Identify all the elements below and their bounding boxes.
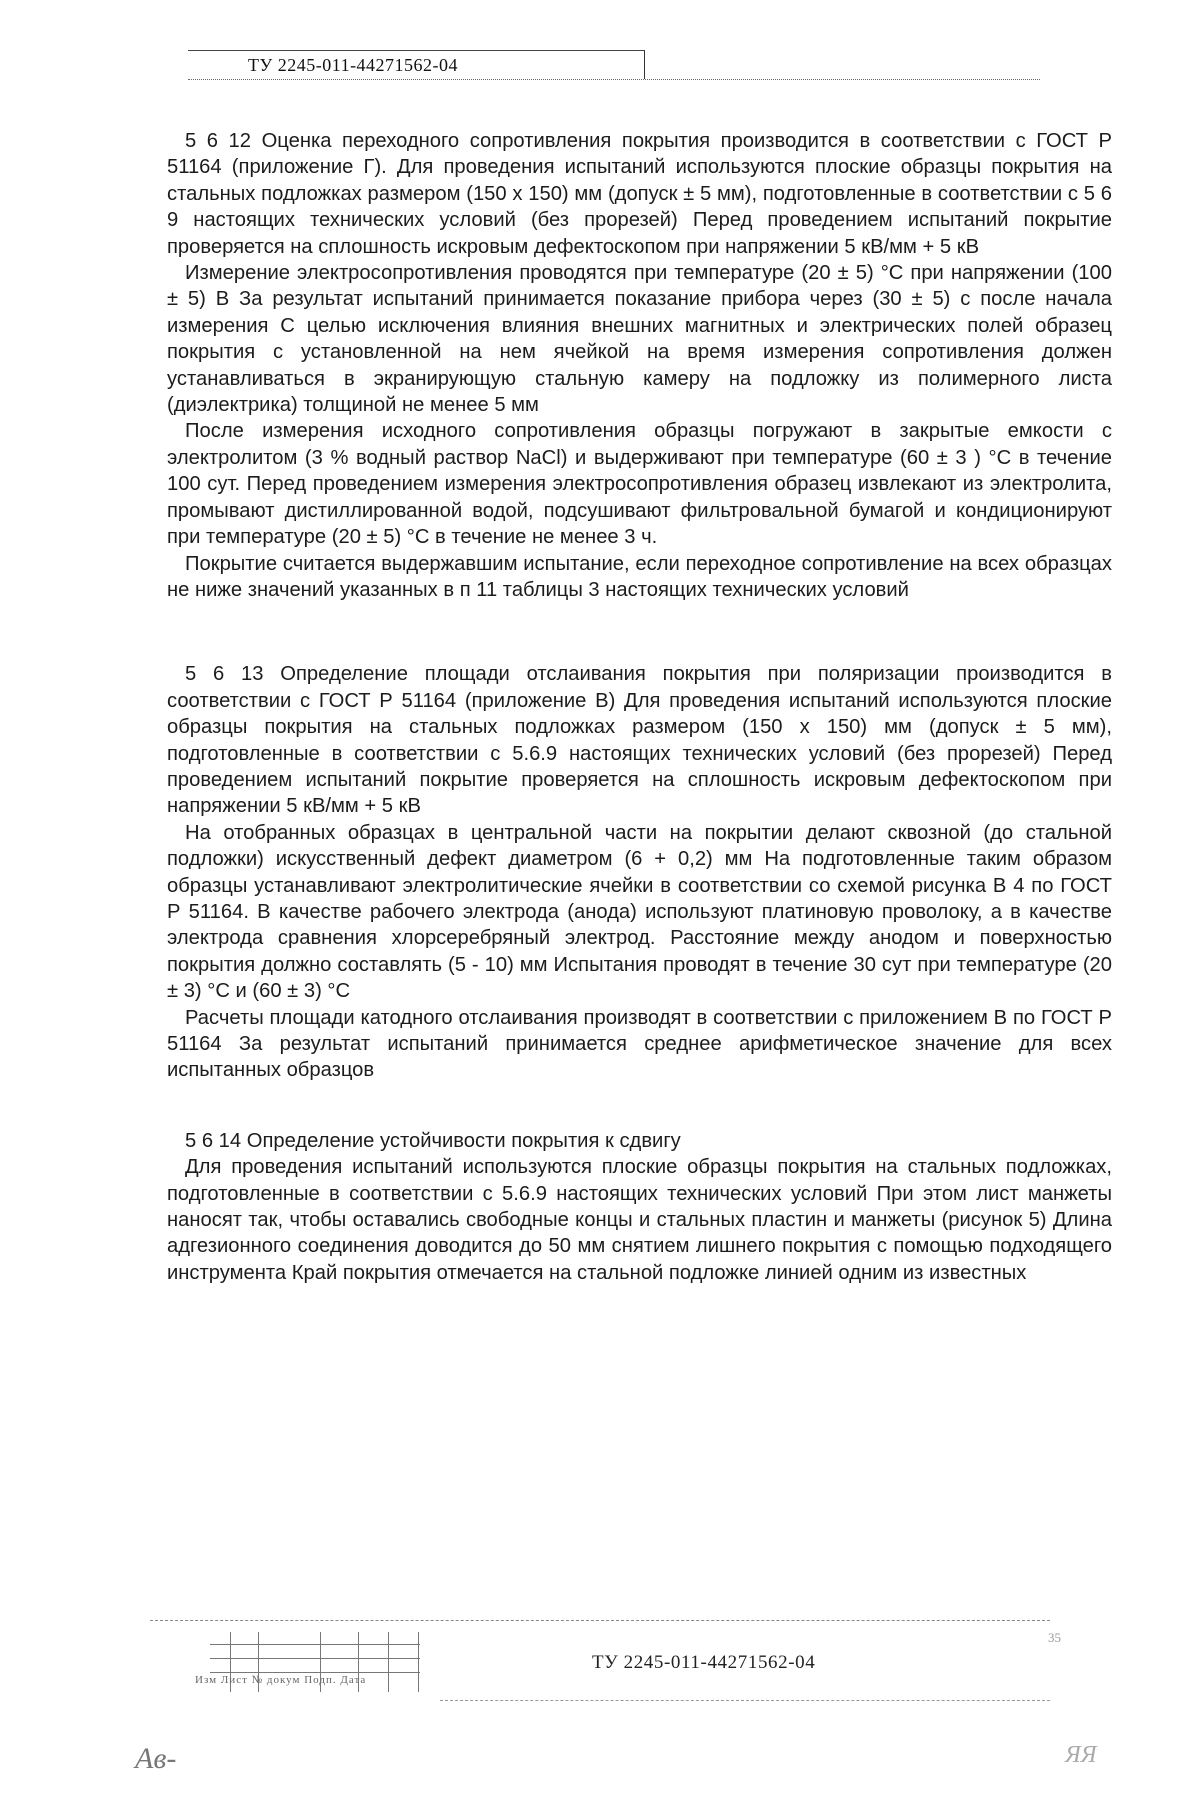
signature-right: ЯЯ [1065, 1742, 1097, 1768]
document-body [167, 128, 1112, 1286]
paragraph-5-6-13: 5 6 13 Определение площади отслаивания покрытия при поляризации производится в соответствии с ГОСТ Р 51164 (приложение В) Для проведения испытаний используются плоские образцы покрытия на стальных подложках размером (150 x 150) мм (допуск ± 5 мм), подготовленные в соответствии с 5.6.9 настоящих технических условий (без прорезей) Перед проведением испытаний покрытие проверяется на сплошность искровым дефектоскопом при напряжении 5 кВ/мм + 5 кВ [167, 663, 1112, 818]
paragraph-5-6-12: 5 6 12 Оценка переходного сопротивления покрытия производится в соответствии с ГОСТ Р 51164 (приложение Г). Для проведения испытаний используются плоские образцы покрытия на стальных подложках размером (150 x 150) мм (допуск ± 5 мм), подготовленные в соответствии с 5 6 9 настоящих технических условий (без прорезей) Перед проведением испытаний покрытие проверяется на сплошность искровым дефектоскопом при напряжении 5 кВ/мм + 5 кВ [167, 130, 1112, 258]
paragraph-shear-test: Для проведения испытаний используются плоские образцы покрытия на стальных подложках, подготовленные в соответствии с 5.6.9 настоящих технических условий При этом лист манжеты наносят так, чтобы оставались свободные концы и стальных пластин и манжеты (рисунок 5) Длина адгезионного соединения доводится до 50 мм снятием лишнего покрытия с помощью подходящего инструмента Край покрытия отмечается на стальной подложке линией одним из известных [167, 1156, 1112, 1284]
footer-page-mark: 35 [1048, 1630, 1061, 1645]
header-rule [188, 79, 1040, 80]
paragraph-disbondment-calc: Расчеты площади катодного отслаивания производят в соответствии с приложением В по ГОСТ Р 51164 За результат испытаний принимается среднее арифметическое значение для всех испытанных образцов [167, 1006, 1112, 1082]
footer-rule-top [150, 1620, 1050, 1621]
footer-doc-code: ТУ 2245-011-44271562-04 [592, 1652, 816, 1673]
section-heading-5-6-14: 5 6 14 Определение устойчивости покрытия к сдвигу [185, 1129, 681, 1152]
paragraph-defect-cells: На отобранных образцах в центральной части на покрытии делают сквозной (до стальной подложки) искусственный дефект диаметром (6 + 0,2) мм На подготовленные таким образом образцы устанавливают электролитические ячейки в соответствии со схемой рисунка В 4 по ГОСТ Р 51164. В качестве рабочего электрода (анода) используют платиновую проволоку, а в качестве электрода сравнения хлорсеребряный электрод. Расстояние между анодом и поверхностью покрытия должно составлять (5 - 10) мм Испытания проводят в течение 30 сут при температуре (20 ± 3) °С и (60 ± 3) °С [167, 821, 1112, 1003]
footer-stamp-labels: Изм Лист № докум Подп. Дата [195, 1674, 367, 1686]
footer-rule-bottom [440, 1700, 1050, 1701]
paragraph-electrolyte-immersion: После измерения исходного сопротивления образцы погружают в закрытые емкости с электролитом (3 % водный раствор NaCl) и выдерживают при температуре (60 ± 3 ) °С в течение 100 сут. Перед проведением измерения электросопротивления образец извлекают из электролита, промывают дистиллированной водой, подсушивают фильтровальной бумагой и кондиционируют при температуре (20 ± 5) °С в течение не менее 3 ч. [167, 420, 1112, 549]
header-doc-code: ТУ 2245-011-44271562-04 [248, 55, 459, 75]
paragraph-acceptance: Покрытие считается выдержавшим испытание, если переходное сопротивление на всех образцах не ниже значений указанных в п 11 таблицы 3 настоящих технических условий [167, 552, 1112, 601]
paragraph-resistance-measurement: Измерение электросопротивления проводятся при температуре (20 ± 5) °С при напряжении (100 ± 5) В За результат испытаний принимается показание прибора через (30 ± 5) с после начала измерения С целью исключения влияния внешних магнитных и электрических полей образец покрытия с установленной на нем ячейкой на время измерения сопротивления должен устанавливаться в экранирующую стальную камеру на подложку из полимерного листа (диэлектрика) толщиной не менее 5 мм [167, 262, 1112, 417]
signature-left: Ав- [135, 1742, 177, 1775]
